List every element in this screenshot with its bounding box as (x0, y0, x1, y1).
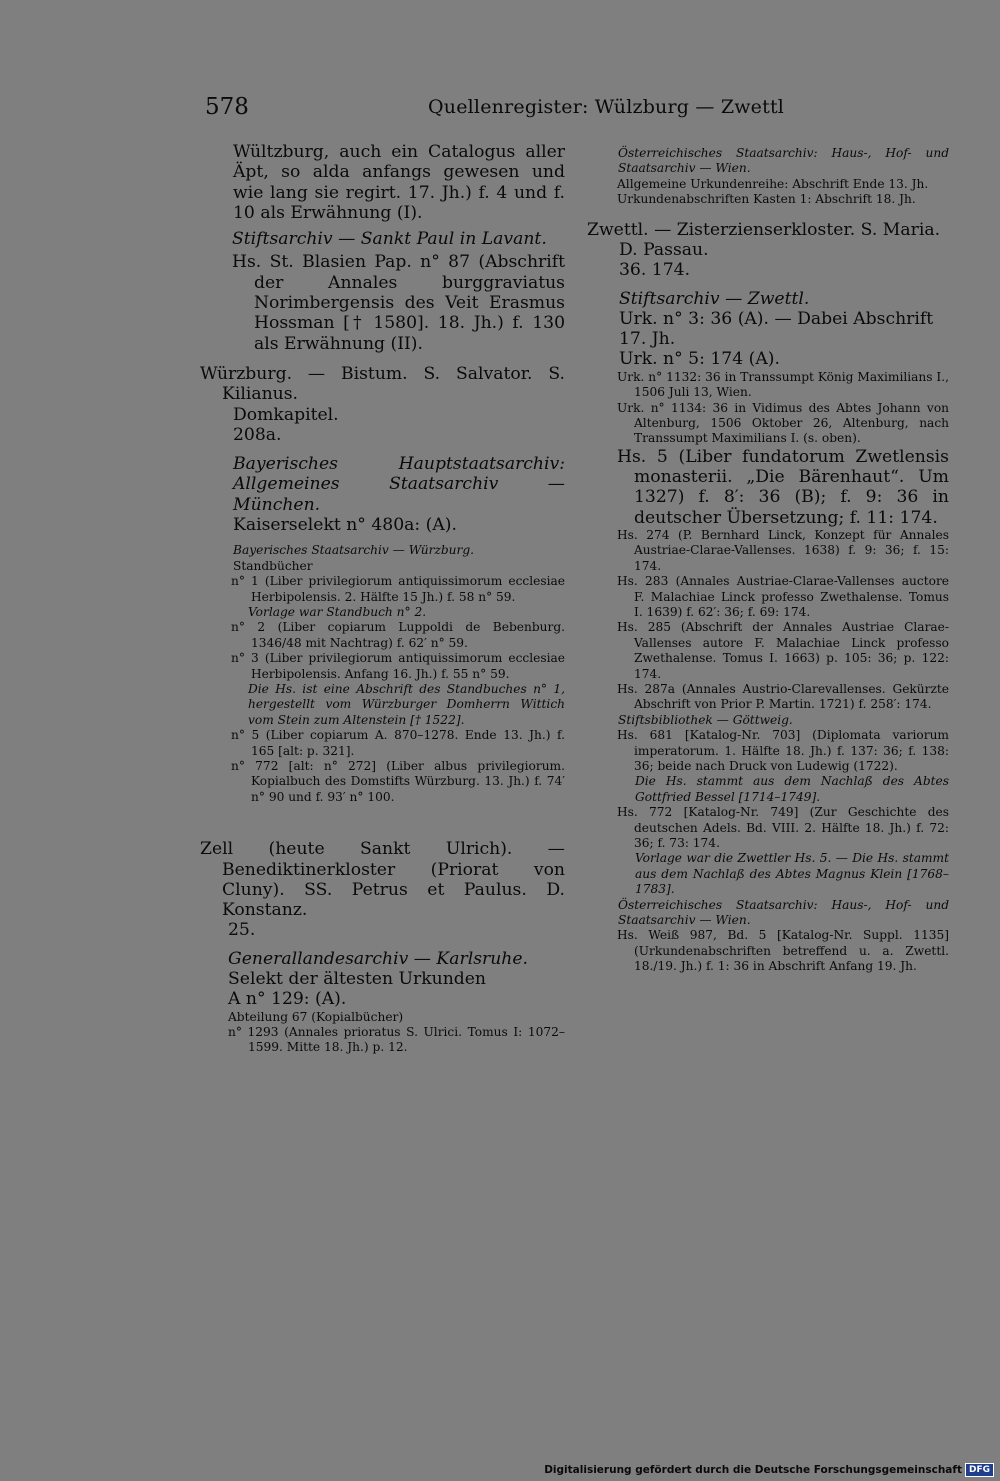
left-entry-12: Vorlage war Standbuch n° 2. (248, 604, 427, 619)
left-entry-14: n° 3 (Liber privilegiorum antiquissimorum ecclesiae Herbipolensis. Anfang 16. Jh.) f. 55 n° 59. (231, 651, 565, 681)
left-column (200, 142, 565, 1056)
right-entry-5: D. Passau. (619, 239, 709, 260)
right-entry-13: Hs. 274 (P. Bernhard Linck, Konzept für Annales Austriae-Clarae-Vallenses. 1638) f. 9: 36; f. 15: 174. (617, 527, 949, 573)
right-column (587, 146, 949, 975)
right-entry-2: Allgemeine Urkundenreihe: Abschrift Ende 13. Jh. (617, 176, 929, 191)
right-entry-14: Hs. 283 (Annales Austriae-Clarae-Vallenses auctore F. Malachiae Linck professo Zwethalense. Tomus I. 1639) f. 62′: 36; f. 69: 174. (617, 574, 949, 619)
page-number: 578 (205, 94, 249, 120)
right-entry-22: Österreichisches Staatsarchiv: Haus-, Hof- und Staatsarchiv — Wien. (618, 897, 949, 928)
right-entry-6: 36. 174. (619, 260, 691, 281)
right-entry-20: Hs. 772 [Katalog-Nr. 749] (Zur Geschichte des deutschen Adels. Bd. VIII. 2. Hälfte 18. Jh.) f. 72: 36; f. 73: 174. (617, 805, 949, 851)
left-entry-15: Die Hs. ist eine Abschrift des Standbuches n° 1, hergestellt vom Würzburger Domherrn Wittich vom Stein zum Altenstein [† 1522]. (248, 682, 565, 727)
left-entry-7: Bayerisches Hauptstaatsarchiv: Allgemeines Staatsarchiv — München. (233, 454, 565, 515)
left-entry-17: n° 772 [alt: n° 272] (Liber albus privilegiorum. Kopialbuch des Domstifts Würzburg. 13. Jh.) f. 74′ n° 90 und f. 93′ n° 100. (231, 759, 565, 804)
left-entry-13: n° 2 (Liber copiarum Luppoldi de Bebenburg. 1346/48 mit Nachtrag) f. 62′ n° 59. (231, 620, 565, 650)
dfg-logo: DFG (965, 1463, 994, 1477)
left-entry-20: Generallandesarchiv — Karlsruhe. (228, 948, 529, 969)
right-entry-1: Österreichisches Staatsarchiv: Haus-, Hof- und Staatsarchiv — Wien. (618, 146, 949, 176)
right-entry-12: Hs. 5 (Liber fundatorum Zwetlensis monasterii. „Die Bärenhaut“. Um 1327) f. 8′: 36 (B); f. 9: 36 in deutscher Übersetzung; f. 11: 174. (617, 446, 949, 528)
running-head: Quellenregister: Wülzburg — Zwettl (428, 96, 785, 118)
left-entry-5: Domkapitel. (233, 404, 339, 425)
left-entry-10: Standbücher (233, 558, 313, 573)
right-entry-18: Hs. 681 [Katalog-Nr. 703] (Diplomata variorum imperatorum. 1. Hälfte 18. Jh.) f. 137: 36; f. 138: 36; beide nach Druck von Ludewig (1722). (617, 728, 949, 774)
left-entry-18: Zell (heute Sankt Ulrich). — Benediktinerkloster (Priorat von Cluny). SS. Petrus et Paulus. D. Konstanz. (200, 839, 565, 921)
left-entry-19: 25. (228, 920, 256, 941)
left-entry-16: n° 5 (Liber copiarum A. 870–1278. Ende 13. Jh.) f. 165 [alt: p. 321]. (231, 728, 565, 758)
right-entry-19: Die Hs. stammt aus dem Nachlaß des Abtes Gottfried Bessel [1714–1749]. (635, 774, 949, 804)
right-entry-7: Stiftsarchiv — Zwettl. (619, 288, 810, 309)
left-entry-21: Selekt der ältesten Urkunden (228, 969, 487, 990)
right-entry-15: Hs. 285 (Abschrift der Annales Austriae Clarae-Vallenses autore F. Malachiae Linck professo Zwethalense. Tomus I. 1663) p. 105: 36; p. 122: 174. (617, 620, 949, 681)
right-entry-17: Stiftsbibliothek — Göttweig. (618, 712, 793, 727)
left-entry-2: Stiftsarchiv — Sankt Paul in Lavant. (232, 229, 547, 250)
left-entry-8: Kaiserselekt n° 480a: (A). (233, 515, 457, 536)
left-entry-4: Würzburg. — Bistum. S. Salvator. S. Kilianus. (200, 363, 565, 405)
right-entry-8: Urk. n° 3: 36 (A). — Dabei Abschrift 17. Jh. (619, 308, 934, 350)
right-entry-4: Zwettl. — Zisterzienserkloster. S. Maria. (587, 219, 941, 240)
right-entry-10: Urk. n° 1132: 36 in Transsumpt König Maximilians I., 1506 Juli 13, Wien. (617, 369, 949, 400)
right-entry-3: Urkundenabschriften Kasten 1: Abschrift 18. Jh. (617, 192, 916, 207)
funding-note: Digitalisierung gefördert durch die Deutsche Forschungsgemeinschaft (544, 1464, 962, 1476)
left-entry-24: n° 1293 (Annales prioratus S. Ulrici. Tomus I: 1072–1599. Mitte 18. Jh.) p. 12. (228, 1025, 565, 1055)
funding-footer (544, 1463, 994, 1477)
left-entry-23: Abteilung 67 (Kopialbücher) (228, 1009, 404, 1024)
right-entry-9: Urk. n° 5: 174 (A). (619, 349, 780, 370)
left-entry-9: Bayerisches Staatsarchiv — Würzburg. (233, 543, 475, 558)
right-entry-21: Vorlage war die Zwettler Hs. 5. — Die Hs. stammt aus dem Nachlaß des Abtes Magnus Klein [1768–1783]. (635, 851, 949, 897)
left-entry-3: Hs. St. Blasien Pap. n° 87 (Abschrift der Annales burggraviatus Norimbergensis des Veit Erasmus Hossman [† 1580]. 18. Jh.) f. 130 als Erwähnung (II). (232, 252, 565, 354)
right-entry-23: Hs. Weiß 987, Bd. 5 [Katalog-Nr. Suppl. 1135] (Urkundenabschriften betreffend u. a. Zwettl. 18./19. Jh.) f. 1: 36 in Abschrift Anfang 19. Jh. (617, 928, 949, 974)
left-entry-22: A n° 129: (A). (228, 989, 347, 1010)
left-entry-1: Wültzburg, auch ein Catalogus aller Äpt, so alda anfangs gewesen und wie lang sie regirt. 17. Jh.) f. 4 und f. 10 als Erwähnung (I). (233, 142, 565, 223)
right-entry-16: Hs. 287a (Annales Austrio-Clarevallenses. Gekürzte Abschrift von Prior P. Martin. 1721) f. 258′: 174. (617, 681, 949, 712)
left-entry-6: 208a. (233, 424, 282, 445)
right-entry-11: Urk. n° 1134: 36 in Vidimus des Abtes Johann von Altenburg, 1506 Oktober 26, Altenburg, nach Transsumpt Maximilians I. (s. oben). (617, 400, 949, 446)
left-entry-11: n° 1 (Liber privilegiorum antiquissimorum ecclesiae Herbipolensis. 2. Hälfte 15 Jh.) f. 58 n° 59. (231, 574, 565, 604)
